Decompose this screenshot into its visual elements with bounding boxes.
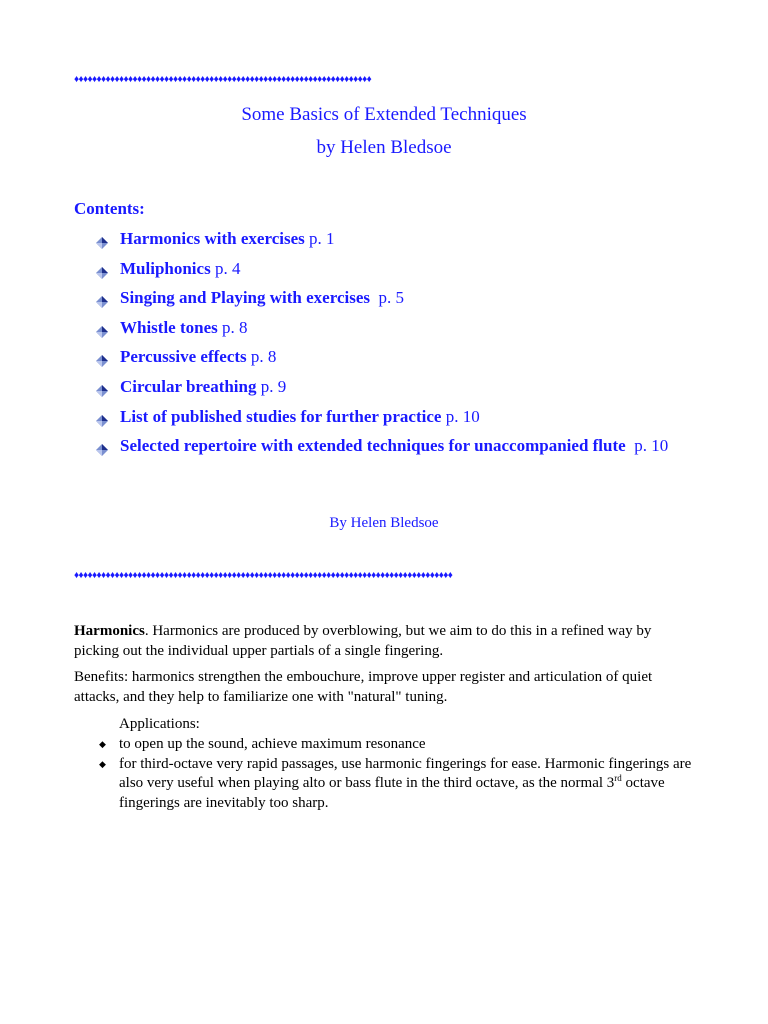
contents-item-page: p. 10 (625, 436, 669, 456)
application-text: for third-octave very rapid passages, use harmonic fingerings for ease. Harmonic fingerings are also very useful when playing alto or bass flute in the third octave, as the normal 3 (119, 755, 692, 791)
contents-item-page: p. 1 (304, 229, 335, 248)
contents-item-page: p. 5 (370, 288, 404, 308)
contents-item-title: Whistle tones (120, 317, 218, 337)
diamond-bullet-icon: ◆ (99, 739, 106, 749)
contents-item-title: Muliphonics (120, 258, 211, 278)
applications-list (96, 735, 696, 813)
harmonics-term: Harmonics (74, 623, 145, 639)
benefits-paragraph: Benefits: harmonics strengthen the embouchure, improve upper register and articulation of quiet attacks, and they help to familiarize one with "natural" tuning. (74, 669, 653, 705)
contents-item (96, 376, 706, 398)
contents-item (96, 287, 706, 309)
contents-item (96, 406, 706, 428)
contents-item-page: p. 8 (246, 347, 277, 367)
contents-list (96, 228, 706, 465)
contents-item (96, 435, 706, 457)
contents-item-title: Harmonics with exercises (120, 229, 305, 248)
application-item (96, 755, 696, 814)
diamond-bullet-icon (96, 411, 108, 423)
contents-item-title: List of published studies for further practice (120, 406, 442, 426)
byline: By Helen Bledsoe (329, 515, 439, 531)
application-text-continued: octave fingerings are inevitably too sharp. (119, 775, 665, 811)
document-title: Some Basics of Extended Techniques (241, 104, 527, 125)
contents-item-title: Singing and Playing with exercises (120, 288, 370, 308)
ordinal-superscript: rd (614, 773, 622, 783)
contents-item-title: Circular breathing (120, 376, 257, 396)
applications-heading: Applications: (119, 716, 200, 732)
diamond-bullet-icon (96, 322, 108, 334)
contents-heading: Contents: (74, 199, 145, 218)
application-text: to open up the sound, achieve maximum resonance (119, 736, 426, 752)
contents-item (96, 346, 706, 368)
contents-item-page: p. 9 (256, 376, 287, 396)
bottom-diamond-divider: ♦♦♦♦♦♦♦♦♦♦♦♦♦♦♦♦♦♦♦♦♦♦♦♦♦♦♦♦♦♦♦♦♦♦♦♦♦♦♦♦♦♦♦♦♦♦♦♦♦♦♦♦♦♦♦♦♦♦♦♦♦♦♦♦♦♦♦♦♦♦♦♦♦♦♦♦♦♦♦♦♦♦♦♦ (74, 570, 453, 581)
contents-item-title: Percussive effects (120, 347, 247, 367)
contents-item-page: p. 4 (210, 258, 241, 278)
diamond-bullet-icon (96, 263, 108, 275)
harmonics-paragraph (74, 621, 694, 661)
diamond-bullet-icon (96, 440, 108, 452)
harmonics-text: . Harmonics are produced by overblowing, but we aim to do this in a refined way by picking out the individual upper partials of a single fingering. (74, 623, 652, 659)
contents-item-page: p. 10 (441, 406, 480, 426)
diamond-bullet-icon (96, 351, 108, 363)
application-item (96, 735, 696, 755)
contents-item (96, 317, 706, 339)
contents-item (96, 258, 706, 280)
contents-item (96, 228, 706, 250)
top-diamond-divider: ♦♦♦♦♦♦♦♦♦♦♦♦♦♦♦♦♦♦♦♦♦♦♦♦♦♦♦♦♦♦♦♦♦♦♦♦♦♦♦♦♦♦♦♦♦♦♦♦♦♦♦♦♦♦♦♦♦♦♦♦♦♦♦♦♦♦ (74, 74, 372, 85)
document-author-line: by Helen Bledsoe (316, 137, 452, 158)
contents-item-title: Selected repertoire with extended techniques for unaccompanied flute (120, 436, 626, 456)
diamond-bullet-icon (96, 233, 108, 245)
diamond-bullet-icon: ◆ (99, 758, 106, 769)
contents-item-page: p. 8 (217, 317, 248, 337)
diamond-bullet-icon (96, 292, 108, 304)
diamond-bullet-icon (96, 381, 108, 393)
